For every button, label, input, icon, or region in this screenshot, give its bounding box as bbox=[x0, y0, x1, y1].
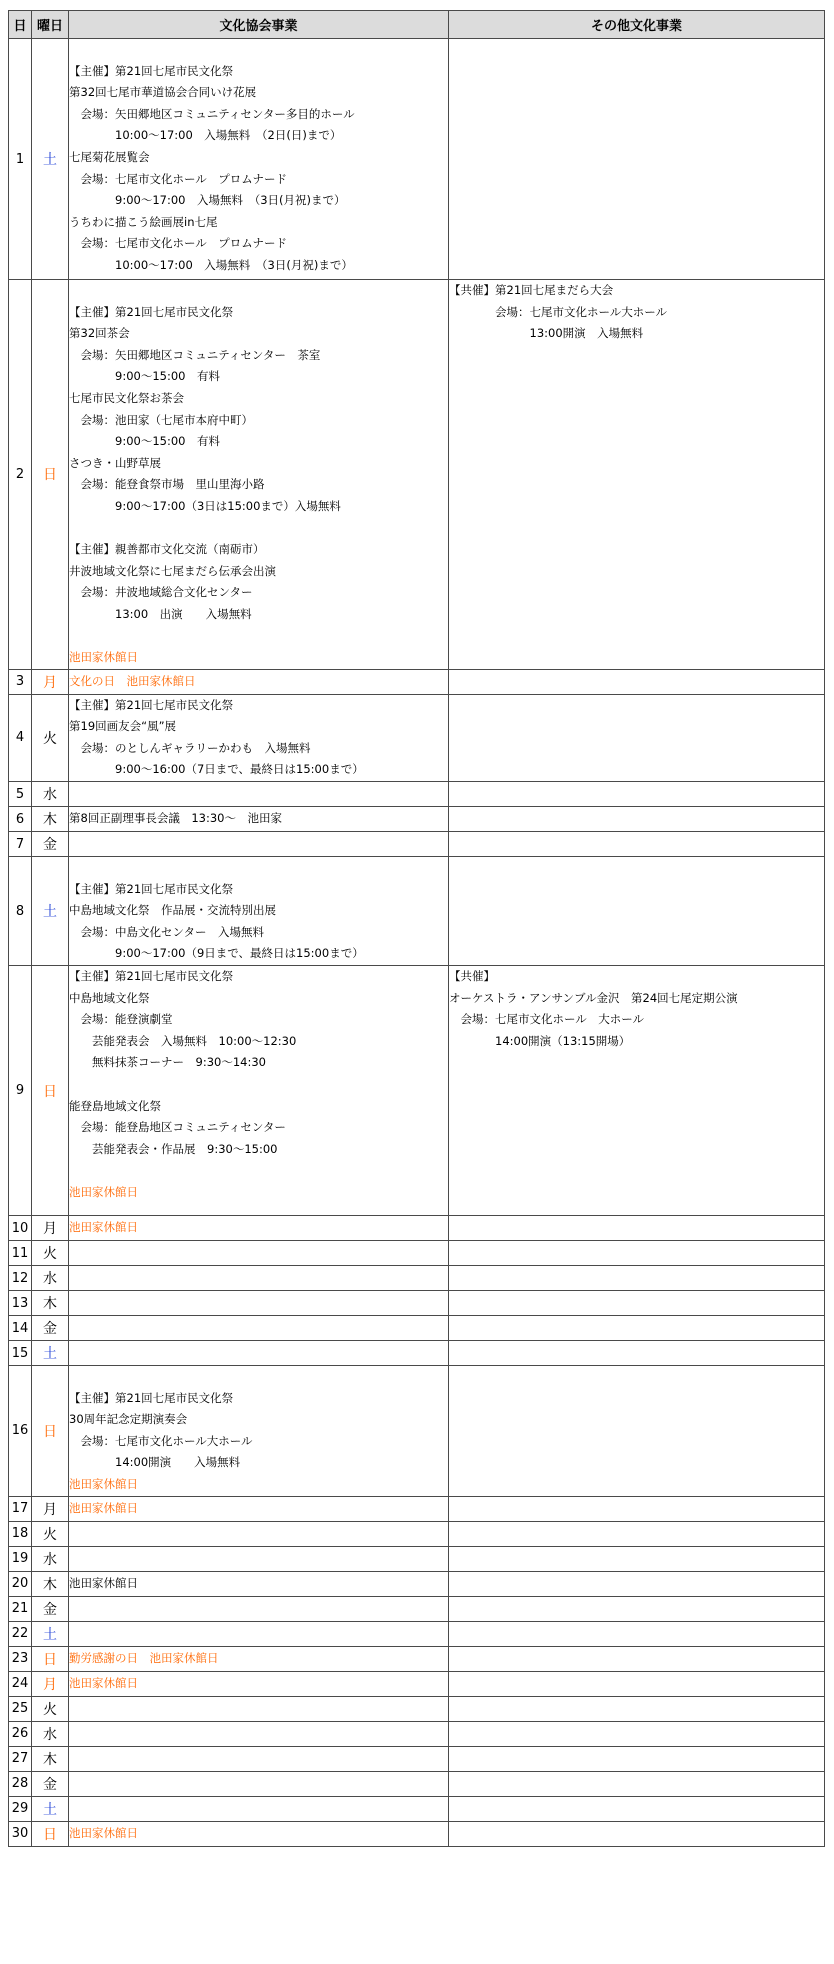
event-line: 【主催】親善都市文化交流（南砺市） bbox=[69, 542, 265, 557]
other-event-cell bbox=[449, 694, 825, 781]
day-number: 5 bbox=[9, 782, 32, 807]
culture-event-cell bbox=[69, 1266, 449, 1291]
blank-line bbox=[69, 39, 448, 61]
day-number: 20 bbox=[9, 1571, 32, 1596]
weekday: 水 bbox=[32, 1546, 69, 1571]
day-number: 12 bbox=[9, 1266, 32, 1291]
day-number: 4 bbox=[9, 694, 32, 781]
day-number: 30 bbox=[9, 1821, 32, 1846]
day-number: 16 bbox=[9, 1366, 32, 1497]
calendar-row bbox=[9, 1621, 825, 1646]
culture-event-cell bbox=[69, 1521, 449, 1546]
day-number: 3 bbox=[9, 669, 32, 694]
event-line: 第8回正副理事長会議 13:30～ 池田家 bbox=[69, 811, 282, 826]
event-line: 会場：井波地域総合文化センター bbox=[69, 585, 253, 600]
weekday: 火 bbox=[32, 1521, 69, 1546]
calendar-row bbox=[9, 1746, 825, 1771]
other-event-cell bbox=[449, 1796, 825, 1821]
weekday: 月 bbox=[32, 1671, 69, 1696]
event-line: 会場：能登島地区コミュニティセンター bbox=[69, 1120, 286, 1135]
day-number: 24 bbox=[9, 1671, 32, 1696]
calendar-row bbox=[9, 669, 825, 694]
event-line: 10:00～17:00 入場無料 （2日(日)まで） bbox=[69, 128, 342, 143]
other-event-cell bbox=[449, 966, 825, 1216]
event-line: 【主催】第21回七尾市民文化祭 bbox=[69, 881, 234, 896]
event-line: 芸能発表会 入場無料 10:00～12:30 bbox=[69, 1033, 297, 1048]
calendar-row bbox=[9, 857, 825, 966]
calendar-row bbox=[9, 1366, 825, 1497]
weekday: 月 bbox=[32, 1216, 69, 1241]
weekday: 日 bbox=[32, 280, 69, 670]
other-event-cell bbox=[449, 280, 825, 670]
event-note: 池田家休館日 bbox=[69, 1220, 138, 1235]
culture-event-cell bbox=[69, 1796, 449, 1821]
culture-event-cell bbox=[69, 280, 449, 670]
weekday: 金 bbox=[32, 1596, 69, 1621]
calendar-row bbox=[9, 1821, 825, 1846]
calendar-row bbox=[9, 694, 825, 781]
event-line: 9:00～15:00 有料 bbox=[69, 434, 220, 449]
day-number: 23 bbox=[9, 1646, 32, 1671]
event-calendar-table bbox=[8, 10, 825, 1847]
event-line: 会場：七尾市文化ホール プロムナード bbox=[69, 171, 288, 186]
event-line: 会場：矢田郷地区コミュニティセンター 茶室 bbox=[69, 347, 321, 362]
weekday: 水 bbox=[32, 1266, 69, 1291]
culture-event-cell bbox=[69, 966, 449, 1216]
event-line: 【共催】 bbox=[449, 969, 495, 984]
header-day: 日 bbox=[9, 11, 32, 39]
other-event-cell bbox=[449, 1596, 825, 1621]
culture-event-cell bbox=[69, 1341, 449, 1366]
event-line: 【主催】第21回七尾市民文化祭 bbox=[69, 697, 234, 712]
day-number: 27 bbox=[9, 1746, 32, 1771]
event-line: 【主催】第21回七尾市民文化祭 bbox=[69, 304, 234, 319]
day-number: 25 bbox=[9, 1696, 32, 1721]
event-line: 池田家休館日 bbox=[69, 1575, 138, 1590]
event-line: 13:00 出演 入場無料 bbox=[69, 606, 252, 621]
event-line: 七尾菊花展覧会 bbox=[69, 149, 150, 164]
other-event-cell bbox=[449, 1316, 825, 1341]
culture-event-cell bbox=[69, 1696, 449, 1721]
event-line: 9:00～16:00（7日まで、最終日は15:00まで） bbox=[69, 762, 364, 777]
other-event-cell bbox=[449, 1571, 825, 1596]
event-line: 会場：能登食祭市場 里山里海小路 bbox=[69, 477, 265, 492]
culture-event-cell bbox=[69, 669, 449, 694]
day-number: 29 bbox=[9, 1796, 32, 1821]
event-line: うちわに描こう絵画展in七尾 bbox=[69, 214, 218, 229]
calendar-row bbox=[9, 1571, 825, 1596]
event-line: 13:00開演 入場無料 bbox=[449, 326, 644, 341]
calendar-row bbox=[9, 1796, 825, 1821]
day-number: 11 bbox=[9, 1241, 32, 1266]
event-line: 第32回茶会 bbox=[69, 326, 130, 341]
culture-event-cell bbox=[69, 1366, 449, 1497]
weekday: 水 bbox=[32, 782, 69, 807]
culture-event-cell bbox=[69, 1496, 449, 1521]
event-line: 30周年記念定期演奏会 bbox=[69, 1412, 188, 1427]
calendar-row bbox=[9, 1216, 825, 1241]
culture-event-cell bbox=[69, 1721, 449, 1746]
weekday: 木 bbox=[32, 1571, 69, 1596]
event-line: 七尾市民文化祭お茶会 bbox=[69, 390, 184, 405]
blank-line bbox=[69, 626, 448, 648]
culture-event-cell bbox=[69, 1646, 449, 1671]
header-row bbox=[9, 11, 825, 39]
culture-event-cell bbox=[69, 1571, 449, 1596]
event-line: 【共催】第21回七尾まだら大会 bbox=[449, 283, 614, 297]
event-note: 池田家休館日 bbox=[69, 1500, 138, 1515]
event-note: 池田家休館日 bbox=[69, 1184, 138, 1199]
culture-event-cell bbox=[69, 1746, 449, 1771]
event-line: 中島地域文化祭 作品展・交流特別出展 bbox=[69, 903, 276, 918]
weekday: 木 bbox=[32, 1291, 69, 1316]
culture-event-cell bbox=[69, 1621, 449, 1646]
event-line: 能登島地域文化祭 bbox=[69, 1098, 161, 1113]
day-number: 17 bbox=[9, 1496, 32, 1521]
event-line: 10:00～17:00 入場無料 （3日(月祝)まで） bbox=[69, 257, 353, 272]
weekday: 月 bbox=[32, 669, 69, 694]
day-number: 14 bbox=[9, 1316, 32, 1341]
culture-event-cell bbox=[69, 1596, 449, 1621]
header-other-events: その他文化事業 bbox=[449, 11, 825, 39]
weekday: 火 bbox=[32, 694, 69, 781]
event-note: 池田家休館日 bbox=[69, 1675, 138, 1690]
other-event-cell bbox=[449, 1521, 825, 1546]
event-line: 会場：中島文化センター 入場無料 bbox=[69, 924, 265, 939]
header-culture-events: 文化協会事業 bbox=[69, 11, 449, 39]
other-event-cell bbox=[449, 1821, 825, 1846]
other-event-cell bbox=[449, 1746, 825, 1771]
weekday: 木 bbox=[32, 807, 69, 832]
event-line: 中島地域文化祭 bbox=[69, 990, 150, 1005]
calendar-row bbox=[9, 1316, 825, 1341]
culture-event-cell bbox=[69, 39, 449, 280]
day-number: 22 bbox=[9, 1621, 32, 1646]
other-event-cell bbox=[449, 1721, 825, 1746]
blank-line bbox=[69, 1160, 448, 1182]
calendar-row bbox=[9, 1521, 825, 1546]
blank-line bbox=[69, 857, 448, 879]
weekday: 土 bbox=[32, 1341, 69, 1366]
weekday: 金 bbox=[32, 832, 69, 857]
culture-event-cell bbox=[69, 1671, 449, 1696]
other-event-cell bbox=[449, 1266, 825, 1291]
calendar-row bbox=[9, 1696, 825, 1721]
event-line: 【主催】第21回七尾市民文化祭 bbox=[69, 1390, 234, 1405]
other-event-cell bbox=[449, 1646, 825, 1671]
event-line: 芸能発表会・作品展 9:30～15:00 bbox=[69, 1141, 278, 1156]
other-event-cell bbox=[449, 1241, 825, 1266]
other-event-cell bbox=[449, 1341, 825, 1366]
other-event-cell bbox=[449, 1771, 825, 1796]
day-number: 26 bbox=[9, 1721, 32, 1746]
calendar-row bbox=[9, 966, 825, 1216]
day-number: 28 bbox=[9, 1771, 32, 1796]
weekday: 日 bbox=[32, 1366, 69, 1497]
other-event-cell bbox=[449, 782, 825, 807]
calendar-row bbox=[9, 1671, 825, 1696]
event-line: 14:00開演（13:15開場） bbox=[449, 1033, 631, 1048]
event-line: 【主催】第21回七尾市民文化祭 bbox=[69, 63, 234, 78]
weekday: 日 bbox=[32, 966, 69, 1216]
calendar-row bbox=[9, 280, 825, 670]
other-event-cell bbox=[449, 669, 825, 694]
day-number: 1 bbox=[9, 39, 32, 280]
event-line: オーケストラ・アンサンブル金沢 第24回七尾定期公演 bbox=[449, 990, 738, 1005]
culture-event-cell bbox=[69, 694, 449, 781]
day-number: 7 bbox=[9, 832, 32, 857]
calendar-row bbox=[9, 1596, 825, 1621]
culture-event-cell bbox=[69, 1821, 449, 1846]
other-event-cell bbox=[449, 1366, 825, 1497]
event-note: 池田家休館日 bbox=[69, 650, 138, 665]
event-line: 14:00開演 入場無料 bbox=[69, 1455, 241, 1470]
weekday: 金 bbox=[32, 1771, 69, 1796]
weekday: 火 bbox=[32, 1696, 69, 1721]
event-line: 会場：のとしんギャラリーかわも 入場無料 bbox=[69, 740, 311, 755]
calendar-row bbox=[9, 39, 825, 280]
calendar-row bbox=[9, 1771, 825, 1796]
event-line: 会場：七尾市文化ホール 大ホール bbox=[449, 1012, 645, 1027]
other-event-cell bbox=[449, 1546, 825, 1571]
weekday: 金 bbox=[32, 1316, 69, 1341]
weekday: 火 bbox=[32, 1241, 69, 1266]
event-line: 9:00～17:00（9日まで、最終日は15:00まで） bbox=[69, 946, 364, 961]
event-line: 第19回画友会“風”展 bbox=[69, 719, 177, 734]
calendar-row bbox=[9, 782, 825, 807]
day-number: 2 bbox=[9, 280, 32, 670]
event-line: さつき・山野草展 bbox=[69, 455, 161, 470]
day-number: 10 bbox=[9, 1216, 32, 1241]
blank-line bbox=[69, 1366, 448, 1388]
day-number: 6 bbox=[9, 807, 32, 832]
calendar-row bbox=[9, 1721, 825, 1746]
weekday: 土 bbox=[32, 39, 69, 280]
event-line: 第32回七尾市華道協会合同いけ花展 bbox=[69, 85, 257, 100]
event-note: 池田家休館日 bbox=[69, 1477, 138, 1491]
event-line: 9:00～17:00（3日は15:00まで）入場無料 bbox=[69, 498, 341, 513]
weekday: 土 bbox=[32, 1621, 69, 1646]
blank-line bbox=[69, 280, 448, 302]
weekday: 土 bbox=[32, 857, 69, 966]
calendar-row bbox=[9, 1646, 825, 1671]
culture-event-cell bbox=[69, 1771, 449, 1796]
weekday: 土 bbox=[32, 1796, 69, 1821]
culture-event-cell bbox=[69, 832, 449, 857]
day-number: 13 bbox=[9, 1291, 32, 1316]
day-number: 21 bbox=[9, 1596, 32, 1621]
weekday: 水 bbox=[32, 1721, 69, 1746]
event-note: 池田家休館日 bbox=[69, 1825, 138, 1840]
event-line: 9:00～17:00 入場無料 （3日(月祝)まで） bbox=[69, 193, 346, 208]
culture-event-cell bbox=[69, 1316, 449, 1341]
calendar-row bbox=[9, 1496, 825, 1521]
day-number: 18 bbox=[9, 1521, 32, 1546]
culture-event-cell bbox=[69, 1291, 449, 1316]
other-event-cell bbox=[449, 1216, 825, 1241]
event-line: 会場：矢田郷地区コミュニティセンター多目的ホール bbox=[69, 106, 355, 121]
other-event-cell bbox=[449, 1696, 825, 1721]
day-number: 8 bbox=[9, 857, 32, 966]
calendar-row bbox=[9, 832, 825, 857]
day-number: 19 bbox=[9, 1546, 32, 1571]
culture-event-cell bbox=[69, 1216, 449, 1241]
weekday: 日 bbox=[32, 1646, 69, 1671]
culture-event-cell bbox=[69, 1546, 449, 1571]
day-number: 15 bbox=[9, 1341, 32, 1366]
other-event-cell bbox=[449, 1671, 825, 1696]
other-event-cell bbox=[449, 857, 825, 966]
header-weekday: 曜日 bbox=[32, 11, 69, 39]
event-line: 【主催】第21回七尾市民文化祭 bbox=[69, 969, 234, 984]
event-line: 会場：七尾市文化ホール プロムナード bbox=[69, 236, 288, 251]
day-number: 9 bbox=[9, 966, 32, 1216]
event-line: 会場：能登演劇堂 bbox=[69, 1012, 173, 1027]
calendar-row bbox=[9, 1341, 825, 1366]
event-note: 勤労感謝の日 池田家休館日 bbox=[69, 1650, 219, 1665]
other-event-cell bbox=[449, 1291, 825, 1316]
event-line: 無料抹茶コーナー 9:30～14:30 bbox=[69, 1055, 266, 1070]
event-note: 文化の日 池田家休館日 bbox=[69, 673, 196, 688]
weekday: 月 bbox=[32, 1496, 69, 1521]
other-event-cell bbox=[449, 807, 825, 832]
weekday: 木 bbox=[32, 1746, 69, 1771]
event-line: 9:00～15:00 有料 bbox=[69, 369, 220, 384]
event-line: 井波地域文化祭に七尾まだら伝承会出演 bbox=[69, 563, 276, 578]
calendar-row bbox=[9, 1291, 825, 1316]
other-event-cell bbox=[449, 1496, 825, 1521]
culture-event-cell bbox=[69, 782, 449, 807]
event-line: 会場：七尾市文化ホール大ホール bbox=[69, 1433, 253, 1448]
blank-line bbox=[69, 518, 448, 540]
blank-line bbox=[69, 1074, 448, 1096]
calendar-row bbox=[9, 807, 825, 832]
other-event-cell bbox=[449, 832, 825, 857]
culture-event-cell bbox=[69, 857, 449, 966]
weekday: 日 bbox=[32, 1821, 69, 1846]
culture-event-cell bbox=[69, 1241, 449, 1266]
calendar-row bbox=[9, 1546, 825, 1571]
calendar-row bbox=[9, 1241, 825, 1266]
calendar-row bbox=[9, 1266, 825, 1291]
other-event-cell bbox=[449, 39, 825, 280]
event-line: 会場：池田家（七尾市本府中町） bbox=[69, 412, 253, 427]
other-event-cell bbox=[449, 1621, 825, 1646]
culture-event-cell bbox=[69, 807, 449, 832]
event-line: 会場：七尾市文化ホール大ホール bbox=[449, 304, 668, 319]
